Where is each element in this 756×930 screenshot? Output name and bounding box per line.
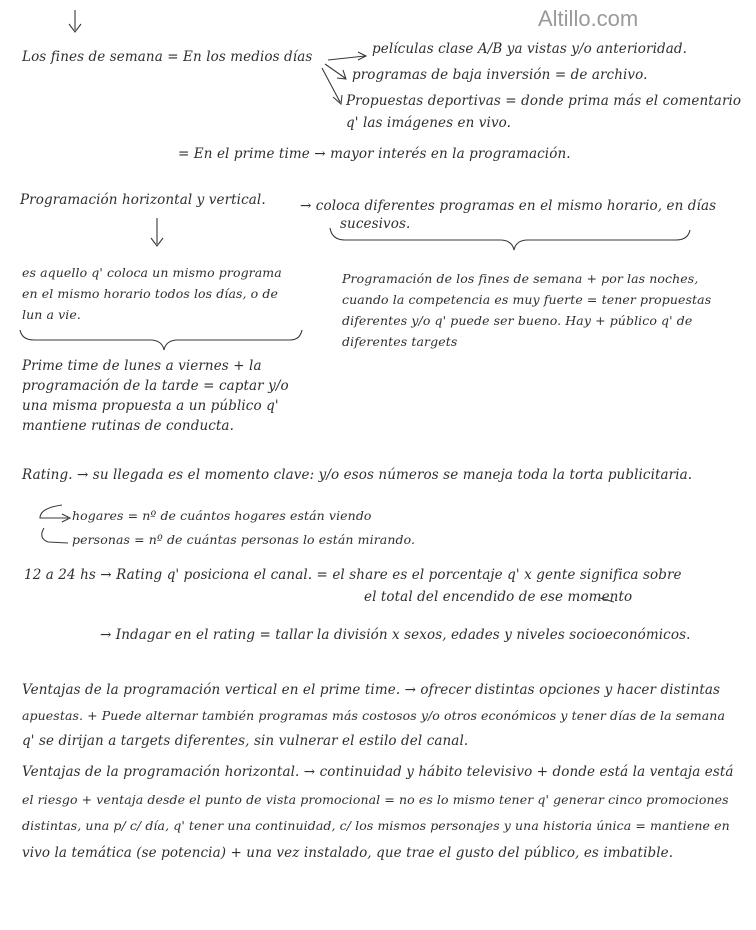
weekend-label: Los fines de semana = En los medios días: [22, 49, 313, 65]
weekend-item-2: programas de baja inversión = de archivo.: [352, 67, 648, 83]
vertical-advantages-line3: q' se dirijan a targets diferentes, sin vulnerar el estilo del canal.: [22, 733, 469, 749]
weekend-nights-note: Programación de los fines de semana + por las noches, cuando la competencia es muy fuerte = tener propuestas diferentes y/o q' puede ser bueno. Hay + público q' de diferentes targets: [342, 271, 712, 349]
vertical-advantages-line1: Ventajas de la programación vertical en el prime time. → ofrecer distintas opciones y hacer distintas: [22, 682, 721, 698]
weekend-item-1: películas clase A/B ya vistas y/o anterioridad.: [372, 41, 688, 57]
prime-time-note: = En el prime time → mayor interés en la programación.: [178, 146, 571, 162]
vertical-def-line2: sucesivos.: [340, 216, 411, 232]
horizontal-advantages-line3: distintas, una p/ c/ día, q' tener una continuidad, c/ los mismos personajes y una historia única = mantiene en: [22, 818, 730, 833]
hogares-note: hogares = nº de cuántos hogares están viendo: [72, 508, 372, 523]
weekend-item-4: q' las imágenes en vivo.: [346, 115, 512, 131]
horizontal-advantages-line2: el riesgo + ventaja desde el punto de vista promocional = no es lo mismo tener q' generar cinco promociones: [22, 792, 729, 807]
rating-note: Rating. → su llegada es el momento clave: y/o esos números se maneja toda la torta publicitaria.: [22, 467, 693, 483]
horizontal-advantages-line4: vivo la temática (se potencia) + una vez instalado, que trae el gusto del público, es imbatible.: [22, 845, 674, 861]
horizontal-definition: es aquello q' coloca un mismo programa en el mismo horario todos los días, o de lun a vie.: [22, 265, 282, 322]
hours-rating-line1: 12 a 24 hs → Rating q' posiciona el canal. = el share es el porcentaje q' x gente significa sobre: [24, 567, 682, 583]
vertical-def-line1: → coloca diferentes programas en el mismo horario, en días: [300, 198, 717, 214]
personas-note: personas = nº de cuántas personas lo están mirando.: [72, 532, 416, 547]
watermark: Altillo.com: [538, 6, 639, 31]
indagar-rating-note: → Indagar en el rating = tallar la división x sexos, edades y niveles socioeconómicos.: [100, 627, 691, 643]
prog-hv-title: Programación horizontal y vertical.: [20, 192, 266, 208]
hours-rating-line2: el total del encendido de ese momento: [364, 589, 633, 605]
vertical-advantages-line2: apuestas. + Puede alternar también programas más costosos y/o otros económicos y tener días de la semana: [22, 708, 726, 723]
weekend-item-3: Propuestas deportivas = donde prima más el comentario: [346, 93, 742, 109]
horizontal-advantages-line1: Ventajas de la programación horizontal. → continuidad y hábito televisivo + donde está la ventaja está: [22, 764, 734, 780]
prime-lun-vie-note: Prime time de lunes a viernes + la programación de la tarde = captar y/o una misma propuesta a un público q' mantiene rutinas de conducta.: [22, 358, 289, 434]
